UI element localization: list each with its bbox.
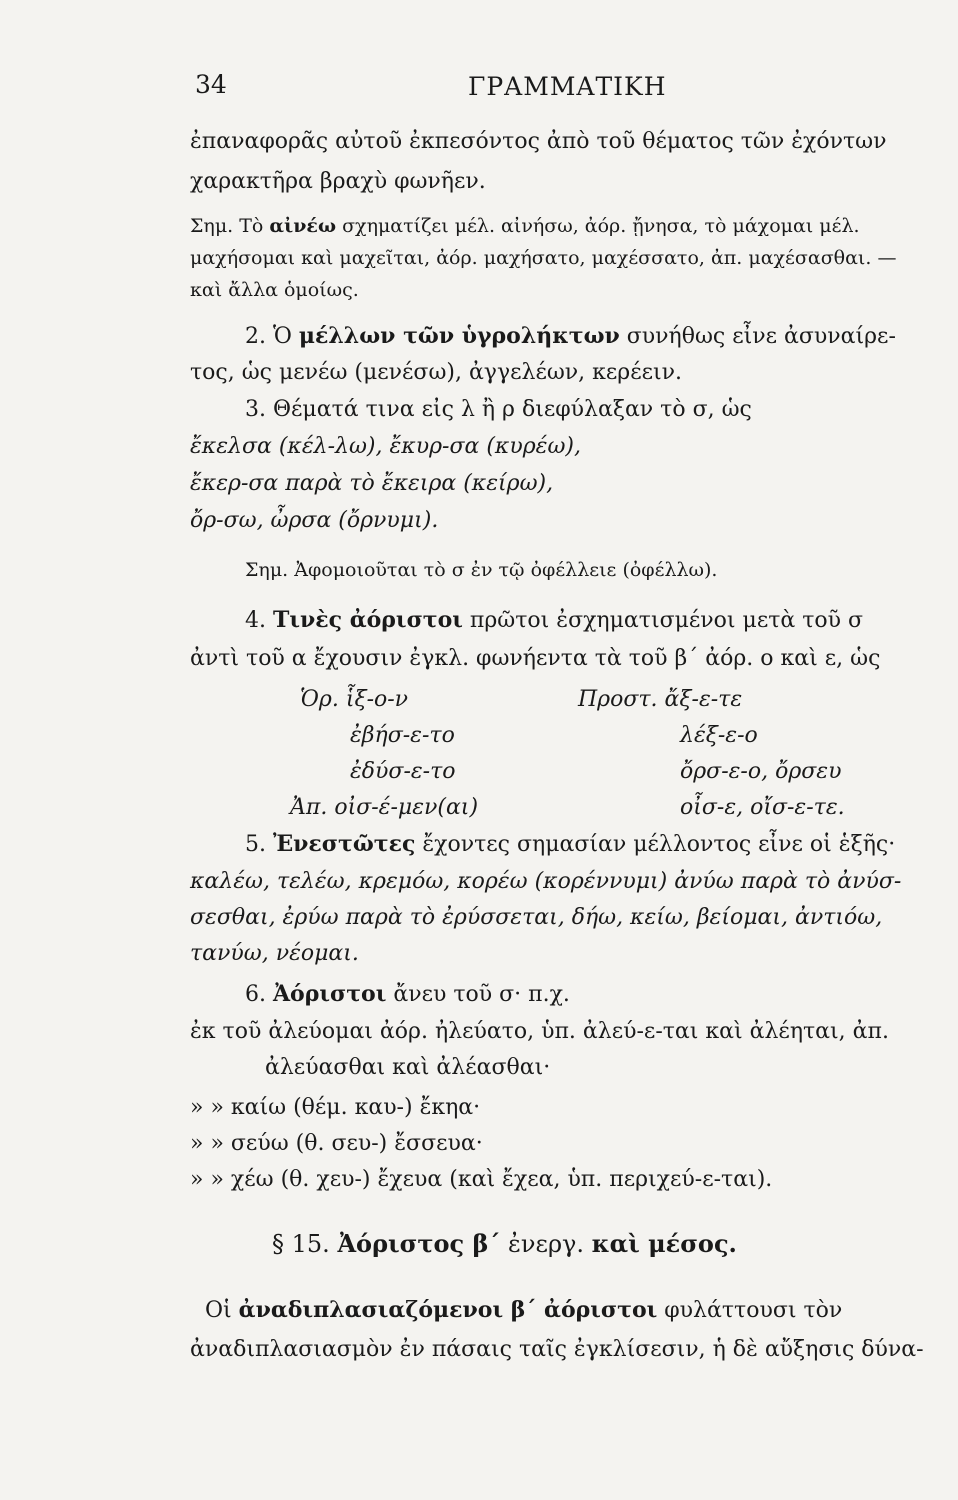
note-line: μαχήσομαι καὶ μαχεῖται, ἀόρ. μαχήσατο, μαχέσσατο, ἀπ. μαχέσασθαι. —	[190, 247, 897, 269]
section-text: πρῶτοι ἐσχηματισμένοι μετὰ τοῦ σ	[462, 608, 864, 633]
running-title: ΓΡΑΜΜΑΤΙΚΗ	[468, 72, 667, 101]
bold-term: Τινὲς ἀόριστοι	[272, 607, 463, 633]
page-number: 34	[195, 70, 227, 99]
paradigm-cell: Ἀπ. οἰσ-έ-μεν(αι)	[290, 795, 479, 820]
paradigm-cell: οἶσ-ε, οἴσ-ε-τε.	[680, 795, 845, 820]
bold-term: Ἀόριστοι	[272, 981, 387, 1007]
note-label: Σημ. Τὸ	[190, 215, 270, 237]
bold-term: αἰνέω	[269, 215, 337, 237]
section-line	[245, 980, 570, 1009]
ditto-line: » » χέω (θ. χευ-) ἔχευα (καὶ ἔχεα, ὑπ. περιχεύ-ε-ται).	[190, 1167, 773, 1192]
note-line	[190, 212, 860, 240]
section-heading	[272, 1230, 737, 1258]
note-text: σχηματίζει μέλ. αἰνήσω, ἀόρ. ᾔνησα, τὸ μάχομαι μέλ.	[336, 215, 860, 237]
section-line: 3. Θέματά τινα εἰς λ ἢ ρ διεφύλαξαν τὸ σ, ὡς	[245, 397, 752, 422]
bold-term: ἀναδιπλασιαζόμενοι β΄ ἀόριστοι	[238, 1297, 658, 1323]
paradigm-cell: Προστ. ἄξ-ε-τε	[578, 687, 743, 712]
line-text: φυλάττουσι τὸν	[657, 1298, 843, 1323]
ditto-line: » » καίω (θέμ. καυ-) ἔκηα·	[190, 1095, 481, 1120]
text-line: τος, ὡς μενέω (μενέσω), ἀγγελέων, κερέειν.	[190, 360, 683, 385]
text-line: χαρακτῆρα βραχὺ φωνῆεν.	[190, 169, 486, 194]
text-line: ἀναδιπλασιασμὸν ἐν πάσαις ταῖς ἐγκλίσεσιν, ἡ δὲ αὔξησις δύνα-	[190, 1337, 924, 1362]
text-line: ἀλεύασθαι καὶ ἀλέασθαι·	[265, 1055, 551, 1080]
section-text: συνήθως εἶνε ἀσυναίρε-	[619, 324, 896, 349]
section-number: 6.	[245, 982, 273, 1007]
paradigm-cell: ἐδύσ-ε-το	[350, 759, 456, 784]
bold-term: Ἀόριστος β΄	[337, 1229, 501, 1258]
section-symbol: § 15.	[272, 1230, 338, 1258]
paradigm-cell: λέξ-ε-ο	[680, 723, 758, 748]
example-line: ἔκερ-σα παρὰ τὸ ἔκειρα (κείρω),	[190, 471, 554, 496]
example-line: σεσθαι, ἐρύω παρὰ τὸ ἐρύσσεται, δήω, κείω, βείομαι, ἀντιόω,	[190, 905, 883, 930]
line-start: Οἱ	[205, 1298, 239, 1323]
note-line: καὶ ἄλλα ὁμοίως.	[190, 279, 359, 301]
bold-term: μέλλων τῶν ὑγρολήκτων	[298, 323, 620, 349]
section-number: 4.	[245, 608, 273, 633]
example-line: ἔκελσα (κέλ-λω), ἔκυρ-σα (κυρέω),	[190, 434, 581, 459]
example-line: τανύω, νέομαι.	[190, 941, 359, 966]
text-line: ἐπαναφορᾶς αὐτοῦ ἐκπεσόντος ἀπὸ τοῦ θέματος τῶν ἐχόντων	[190, 129, 887, 154]
paradigm-cell: ὄρσ-ε-ο, ὄρσευ	[680, 759, 842, 784]
section-number: 5.	[245, 832, 273, 857]
section-line	[245, 830, 895, 859]
example-line: ὄρ-σω, ὦρσα (ὄρνυμι).	[190, 508, 439, 533]
text-line: ἐκ τοῦ ἀλεύομαι ἀόρ. ἠλεύατο, ὑπ. ἀλεύ-ε-ται καὶ ἀλέηται, ἀπ.	[190, 1019, 889, 1044]
note-line: Σημ. Ἀφομοιοῦται τὸ σ ἐν τῷ ὀφέλλειε (ὀφέλλω).	[245, 559, 718, 581]
bold-term: Ἐνεστῶτες	[272, 831, 416, 857]
text-line: ἀντὶ τοῦ α ἔχουσιν ἐγκλ. φωνήεντα τὰ τοῦ β΄ ἀόρ. ο καὶ ε, ὡς	[190, 646, 881, 671]
section-text: ἔχοντες σημασίαν μέλλοντος εἶνε οἱ ἑξῆς·	[415, 832, 896, 857]
ditto-line: » » σεύω (θ. σευ-) ἔσσευα·	[190, 1131, 483, 1156]
section-line	[245, 322, 896, 351]
paradigm-cell: Ὁρ. ἷξ-ο-ν	[300, 687, 409, 712]
heading-text: ἐνεργ.	[500, 1230, 592, 1258]
text-line	[205, 1296, 842, 1325]
bold-term: καὶ μέσος.	[591, 1229, 737, 1258]
section-text: ἄνευ τοῦ σ· π.χ.	[386, 982, 570, 1007]
section-line	[245, 606, 863, 635]
paradigm-cell: ἐβήσ-ε-το	[350, 723, 455, 748]
example-line: καλέω, τελέω, κρεμόω, κορέω (κορέννυμι) ἀνύω παρὰ τὸ ἀνύσ-	[190, 869, 902, 894]
section-number: 2. Ὁ	[245, 324, 299, 349]
